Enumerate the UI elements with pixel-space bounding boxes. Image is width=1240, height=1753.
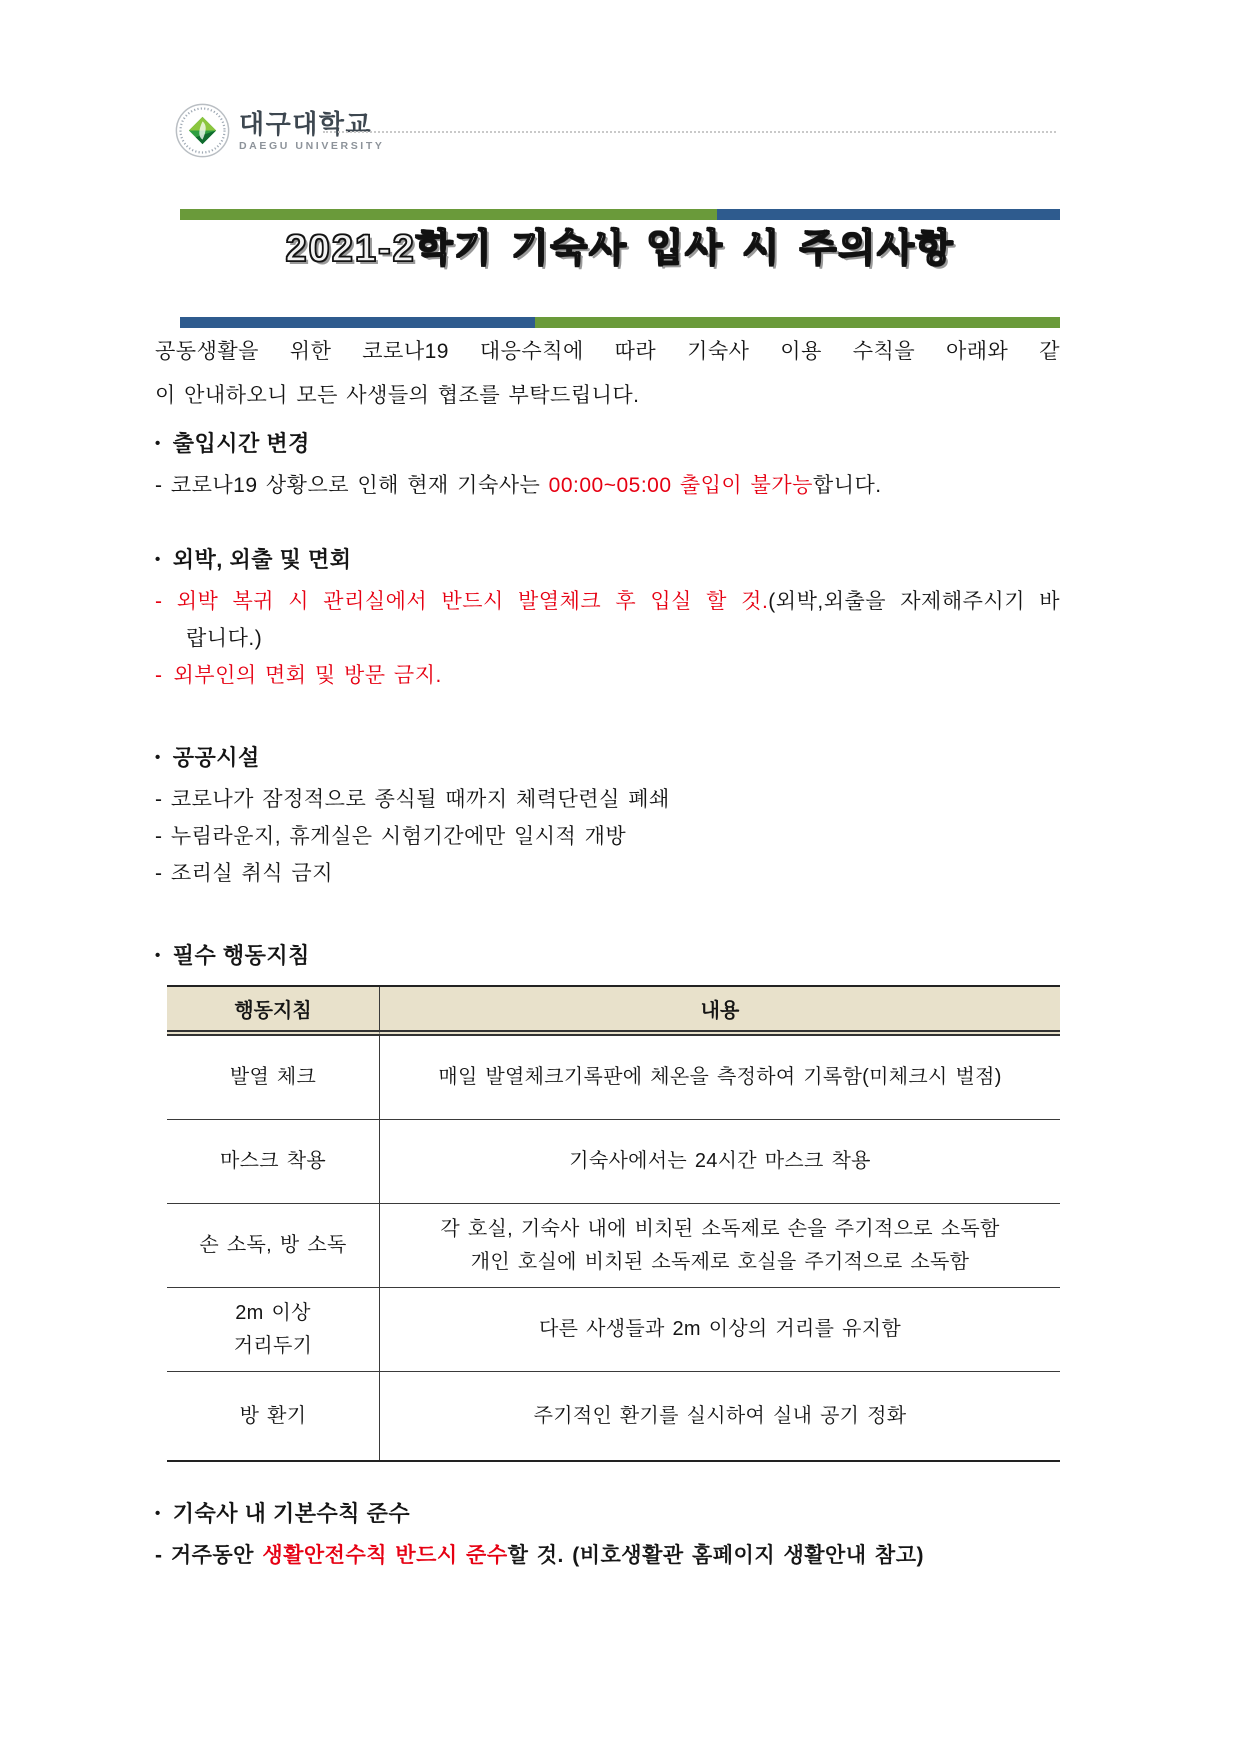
text-segment: - 누림라운지, 휴게실은 시험기간에만 일시적 개방 (155, 825, 627, 848)
table-cell-content (380, 1372, 1060, 1460)
sections-container (155, 424, 1060, 1574)
table-cell-content (380, 1120, 1060, 1204)
guideline-table (167, 985, 1060, 1462)
section-required-action-guidelines (155, 936, 1060, 1462)
table-cell-content (380, 1204, 1060, 1288)
table-cell-line: 발열 체크 (229, 1066, 317, 1088)
section-heading (155, 540, 1060, 583)
table-cell-content (380, 1036, 1060, 1120)
document-title: 2021-2학기 기숙사 입사 시 주의사항 (285, 228, 955, 270)
section-line (155, 855, 1060, 892)
title-divider-top-green-segment (180, 209, 717, 220)
text-segment: 합니다. (812, 474, 882, 497)
section-heading (155, 738, 1060, 781)
text-segment: 00:00~05:00 출입이 불가능 (548, 474, 813, 497)
section-line (155, 818, 1060, 855)
logo-english-text: DAEGU UNIVERSITY (239, 139, 385, 152)
table-cell-line: 2m 이상 (235, 1301, 311, 1324)
table-cell-line: 거리두기 (233, 1334, 313, 1357)
table-cell-line: 기숙사에서는 24시간 마스크 착용 (569, 1150, 871, 1172)
text-segment: - 거주동안 (155, 1544, 263, 1567)
table-cell-guideline (167, 1288, 380, 1372)
table-header-cell: 내용 (380, 987, 1060, 1036)
text-segment: - 외부인의 면회 및 방문 금지. (155, 664, 442, 687)
title-divider-bottom (180, 317, 1060, 328)
section-heading-text: 공공시설 (172, 745, 260, 770)
table-cell-line: 다른 사생들과 2m 이상의 거리를 유지함 (539, 1318, 901, 1340)
university-seal-icon (175, 103, 230, 158)
text-segment: - 코로나가 잠정적으로 종식될 때까지 체력단련실 폐쇄 (155, 788, 670, 811)
text-segment: 생활안전수칙 반드시 준수 (262, 1544, 508, 1567)
intro-line: 공동생활을 위한 코로나19 대응수칙에 따라 기숙사 이용 수칙을 아래와 같 (155, 340, 1060, 363)
bullet-icon: • (155, 551, 161, 568)
bullet-icon: • (155, 749, 161, 766)
section-line (155, 583, 1060, 620)
text-segment: - 조리실 취식 금지 (155, 862, 333, 885)
section-heading-text: 출입시간 변경 (172, 431, 310, 456)
table-header-cell: 행동지침 (167, 987, 380, 1036)
logo-korean-text: 대구대학교 (239, 108, 373, 139)
text-segment: 랍니다.) (186, 627, 263, 650)
table-cell-line: 방 환기 (239, 1404, 307, 1427)
table-cell-line: 개인 호실에 비치된 소독제로 호실을 주기적으로 소독함 (470, 1250, 970, 1273)
section-heading (155, 424, 1060, 467)
section-heading-text: 필수 행동지침 (172, 943, 310, 968)
table-cell-content (380, 1288, 1060, 1372)
section-public-facilities (155, 738, 1060, 892)
title-divider-bottom-blue-segment (180, 317, 535, 328)
section-heading-text: 외박, 외출 및 면회 (172, 547, 352, 572)
section-overnight-outing-visits (155, 540, 1060, 694)
text-segment: (외박,외출을 자제해주시기 바 (768, 590, 1060, 613)
section-basic-rules (155, 1494, 1060, 1574)
section-heading (155, 936, 1060, 979)
document-body (155, 330, 1060, 1574)
bullet-icon: • (155, 435, 161, 452)
table-cell-line: 손 소독, 방 소독 (199, 1234, 347, 1256)
section-line (155, 1537, 1060, 1574)
title-divider-top-blue-segment (717, 209, 1060, 220)
table-cell-guideline (167, 1036, 380, 1120)
section-line (155, 620, 1060, 657)
intro-line: 이 안내하오니 모든 사생들의 협조를 부탁드립니다. (155, 384, 640, 407)
table-cell-line: 각 호실, 기숙사 내에 비치된 소독제로 손을 주기적으로 소독함 (440, 1217, 1000, 1240)
bullet-icon: • (155, 1505, 161, 1522)
bullet-icon: • (155, 947, 161, 964)
table-cell-line: 주기적인 환기를 실시하여 실내 공기 정화 (533, 1404, 907, 1427)
title-divider-bottom-green-segment (535, 317, 1060, 328)
section-line (155, 467, 1060, 504)
table-cell-line: 마스크 착용 (220, 1150, 326, 1172)
table-cell-line: 매일 발열체크기록판에 체온을 측정하여 기록함(미체크시 벌점) (438, 1066, 1002, 1088)
section-heading (155, 1494, 1060, 1537)
text-segment: 할 것. (비호생활관 홈페이지 생활안내 참고) (507, 1544, 924, 1567)
header-dotted-line (323, 131, 1056, 133)
text-segment: - 코로나19 상황으로 인해 현재 기숙사는 (155, 474, 549, 497)
intro-paragraph (155, 330, 1060, 418)
section-line (155, 657, 1060, 694)
table-cell-guideline (167, 1204, 380, 1288)
title-divider-top (180, 209, 1060, 220)
table-cell-guideline (167, 1372, 380, 1460)
table-cell-guideline (167, 1120, 380, 1204)
text-segment: - 외박 복귀 시 관리실에서 반드시 발열체크 후 입실 할 것. (155, 590, 769, 613)
section-line (155, 781, 1060, 818)
section-entry-time (155, 424, 1060, 504)
section-heading-text: 기숙사 내 기본수칙 준수 (172, 1501, 411, 1526)
